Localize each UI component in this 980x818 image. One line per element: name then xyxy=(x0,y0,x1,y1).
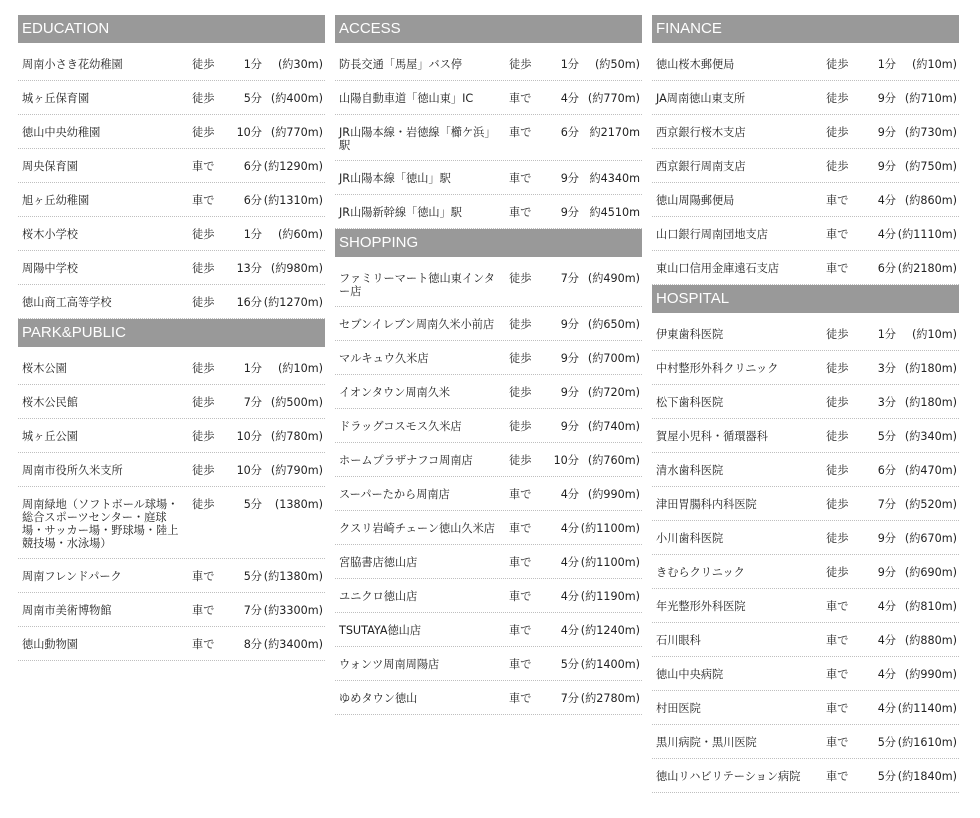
list-item xyxy=(335,681,642,715)
travel-time: 5分 xyxy=(877,736,896,749)
travel-time: 5分 xyxy=(243,92,262,105)
list-item xyxy=(652,251,959,285)
facility-name: JR山陽本線「徳山」駅 xyxy=(339,172,451,185)
facility-name: JR山陽新幹線「徳山」駅 xyxy=(339,206,462,219)
list-item xyxy=(18,487,325,559)
list-item xyxy=(652,419,959,453)
distance: (約720m) xyxy=(587,386,640,399)
facility-name: 年光整形外科医院 xyxy=(656,600,746,613)
facility-name: 津田胃腸科内科医院 xyxy=(656,498,757,511)
facility-list xyxy=(652,317,959,793)
travel-mode: 車で xyxy=(192,638,215,651)
list-item xyxy=(18,149,325,183)
distance: (約3300m) xyxy=(263,604,323,617)
travel-mode: 徒歩 xyxy=(192,464,215,477)
list-item xyxy=(18,47,325,81)
distance: (約1400m) xyxy=(580,658,640,671)
section-header: FINANCE xyxy=(652,15,959,43)
facility-name: 山陽自動車道「徳山東」IC xyxy=(339,92,474,105)
distance: (約860m) xyxy=(904,194,957,207)
distance: (約500m) xyxy=(270,396,323,409)
facility-name: 西京銀行周南支店 xyxy=(656,160,746,173)
facility-name: 賀屋小児科・循環器科 xyxy=(656,430,768,443)
travel-mode: 車で xyxy=(509,488,532,501)
travel-mode: 車で xyxy=(509,92,532,105)
list-item xyxy=(18,419,325,453)
travel-mode: 徒歩 xyxy=(192,126,215,139)
section-header: EDUCATION xyxy=(18,15,325,43)
facility-name: 徳山周陽郵便局 xyxy=(656,194,735,207)
distance: (約880m) xyxy=(904,634,957,647)
facility-list xyxy=(18,351,325,661)
distance: (約740m) xyxy=(587,420,640,433)
facility-name: 周央保育園 xyxy=(22,160,78,173)
facility-name: 桜木公民館 xyxy=(22,396,78,409)
travel-time: 6分 xyxy=(877,464,896,477)
facility-list xyxy=(335,47,642,229)
list-item xyxy=(652,759,959,793)
travel-mode: 徒歩 xyxy=(826,362,849,375)
distance: (約1380m) xyxy=(263,570,323,583)
travel-time: 4分 xyxy=(877,600,896,613)
list-item xyxy=(335,195,642,229)
facility-name: ウォンツ周南周陽店 xyxy=(339,658,440,671)
facility-list xyxy=(652,47,959,285)
travel-mode: 車で xyxy=(826,702,849,715)
travel-mode: 徒歩 xyxy=(826,328,849,341)
travel-mode: 徒歩 xyxy=(192,228,215,241)
list-item xyxy=(335,261,642,307)
travel-mode: 車で xyxy=(509,624,532,637)
travel-time: 4分 xyxy=(877,702,896,715)
travel-time: 1分 xyxy=(243,58,262,71)
facility-name: JR山陽本線・岩徳線「櫛ケ浜」駅 xyxy=(339,126,496,152)
travel-time: 9分 xyxy=(877,160,896,173)
travel-time: 7分 xyxy=(243,396,262,409)
travel-mode: 車で xyxy=(509,172,532,185)
distance: (約760m) xyxy=(587,454,640,467)
travel-time: 9分 xyxy=(877,566,896,579)
facility-name: 桜木小学校 xyxy=(22,228,78,241)
travel-mode: 徒歩 xyxy=(192,296,215,309)
list-item xyxy=(652,149,959,183)
distance: (約770m) xyxy=(587,92,640,105)
travel-mode: 徒歩 xyxy=(826,532,849,545)
distance: (約180m) xyxy=(904,362,957,375)
travel-time: 9分 xyxy=(560,352,579,365)
distance: (約1270m) xyxy=(263,296,323,309)
travel-time: 6分 xyxy=(243,194,262,207)
facility-name: ファミリーマート徳山東インター店 xyxy=(339,272,495,298)
travel-mode: 徒歩 xyxy=(509,58,532,71)
facility-name: 東山口信用金庫遠石支店 xyxy=(656,262,780,275)
list-item xyxy=(335,409,642,443)
list-item xyxy=(18,453,325,487)
travel-time: 1分 xyxy=(877,58,896,71)
travel-mode: 徒歩 xyxy=(509,386,532,399)
facility-name: 徳山中央幼稚園 xyxy=(22,126,101,139)
list-item xyxy=(18,285,325,319)
travel-time: 4分 xyxy=(560,590,579,603)
distance: (約490m) xyxy=(587,272,640,285)
distance: (約1240m) xyxy=(580,624,640,637)
travel-mode: 徒歩 xyxy=(192,92,215,105)
section-finance xyxy=(652,15,959,285)
travel-time: 6分 xyxy=(877,262,896,275)
distance: (約3400m) xyxy=(263,638,323,651)
list-item xyxy=(652,115,959,149)
travel-mode: 徒歩 xyxy=(192,430,215,443)
list-item xyxy=(652,317,959,351)
distance: (約1190m) xyxy=(580,590,640,603)
facility-name: 小川歯科医院 xyxy=(656,532,724,545)
travel-time: 4分 xyxy=(877,668,896,681)
travel-mode: 車で xyxy=(509,206,532,219)
travel-time: 7分 xyxy=(560,272,579,285)
list-item xyxy=(335,81,642,115)
travel-time: 5分 xyxy=(877,770,896,783)
facility-name: 西京銀行桜木支店 xyxy=(656,126,746,139)
list-item xyxy=(335,545,642,579)
travel-time: 4分 xyxy=(560,556,579,569)
facility-name: 周陽中学校 xyxy=(22,262,78,275)
facility-name: 旭ヶ丘幼稚園 xyxy=(22,194,90,207)
facility-name: セブンイレブン周南久米小前店 xyxy=(339,318,495,331)
column-middle xyxy=(335,15,642,715)
list-item xyxy=(652,385,959,419)
facility-name: 山口銀行周南団地支店 xyxy=(656,228,768,241)
travel-mode: 車で xyxy=(509,692,532,705)
list-item xyxy=(18,81,325,115)
facility-name: 周南小さき花幼稚園 xyxy=(22,58,123,71)
facility-name: JA周南徳山東支所 xyxy=(656,92,746,105)
column-right xyxy=(652,15,959,793)
distance: (約1310m) xyxy=(263,194,323,207)
travel-time: 4分 xyxy=(560,488,579,501)
distance: (約10m) xyxy=(911,328,957,341)
facility-name: スーパーたから周南店 xyxy=(339,488,450,501)
distance: (約770m) xyxy=(270,126,323,139)
travel-time: 3分 xyxy=(877,396,896,409)
list-item xyxy=(335,443,642,477)
distance: (約400m) xyxy=(270,92,323,105)
distance: (約990m) xyxy=(587,488,640,501)
distance: (約710m) xyxy=(904,92,957,105)
distance: (約780m) xyxy=(270,430,323,443)
travel-mode: 車で xyxy=(192,570,215,583)
distance: (約1290m) xyxy=(263,160,323,173)
distance: (約30m) xyxy=(277,58,323,71)
travel-time: 9分 xyxy=(877,92,896,105)
list-item xyxy=(335,511,642,545)
list-item xyxy=(652,691,959,725)
travel-mode: 徒歩 xyxy=(192,58,215,71)
travel-time: 9分 xyxy=(560,172,579,185)
section-shopping xyxy=(335,229,642,715)
travel-time: 5分 xyxy=(560,658,579,671)
facility-list xyxy=(335,261,642,715)
travel-mode: 車で xyxy=(509,590,532,603)
travel-time: 9分 xyxy=(560,386,579,399)
list-item xyxy=(335,613,642,647)
travel-time: 3分 xyxy=(877,362,896,375)
facility-name: ゆめタウン徳山 xyxy=(339,692,418,705)
section-park-public xyxy=(18,319,325,661)
facility-name: 石川眼科 xyxy=(656,634,701,647)
distance: (約2180m) xyxy=(897,262,957,275)
travel-time: 7分 xyxy=(877,498,896,511)
list-item xyxy=(335,307,642,341)
list-item xyxy=(652,453,959,487)
list-item xyxy=(652,725,959,759)
list-item xyxy=(335,115,642,161)
distance: (約700m) xyxy=(587,352,640,365)
travel-mode: 車で xyxy=(509,658,532,671)
travel-mode: 徒歩 xyxy=(192,262,215,275)
facility-name: きむらクリニック xyxy=(656,566,745,579)
facility-name: ドラッグコスモス久米店 xyxy=(339,420,462,433)
travel-time: 1分 xyxy=(877,328,896,341)
list-item xyxy=(652,183,959,217)
travel-time: 5分 xyxy=(877,430,896,443)
section-header: PARK&PUBLIC xyxy=(18,319,325,347)
facility-name: マルキュウ久米店 xyxy=(339,352,429,365)
facility-name: 徳山リハビリテーション病院 xyxy=(656,770,801,783)
travel-mode: 車で xyxy=(826,770,849,783)
travel-time: 5分 xyxy=(243,498,262,511)
section-access xyxy=(335,15,642,229)
list-item xyxy=(335,47,642,81)
list-item xyxy=(652,589,959,623)
distance: (約1100m) xyxy=(580,522,640,535)
facility-name: ホームプラザナフコ周南店 xyxy=(339,454,473,467)
distance: 約4510m xyxy=(589,206,640,219)
facility-name: 周南市役所久米支所 xyxy=(22,464,123,477)
list-item xyxy=(335,579,642,613)
distance: (約1100m) xyxy=(580,556,640,569)
travel-time: 10分 xyxy=(236,126,262,139)
travel-time: 9分 xyxy=(560,318,579,331)
travel-time: 10分 xyxy=(553,454,579,467)
list-item xyxy=(18,593,325,627)
travel-mode: 車で xyxy=(826,600,849,613)
travel-time: 7分 xyxy=(560,692,579,705)
facility-name: 宮脇書店徳山店 xyxy=(339,556,418,569)
travel-mode: 徒歩 xyxy=(826,160,849,173)
list-item xyxy=(335,647,642,681)
travel-time: 4分 xyxy=(877,228,896,241)
facility-name: 徳山動物園 xyxy=(22,638,78,651)
distance: (約470m) xyxy=(904,464,957,477)
travel-mode: 車で xyxy=(826,736,849,749)
list-item xyxy=(18,115,325,149)
facility-name: 防長交通「馬屋」バス停 xyxy=(339,58,463,71)
travel-time: 1分 xyxy=(243,362,262,375)
travel-time: 9分 xyxy=(560,206,579,219)
distance: (約750m) xyxy=(904,160,957,173)
distance: (約670m) xyxy=(904,532,957,545)
travel-mode: 車で xyxy=(826,634,849,647)
list-item xyxy=(335,375,642,409)
facility-name: 松下歯科医院 xyxy=(656,396,724,409)
distance: (約990m) xyxy=(904,668,957,681)
distance: (約1110m) xyxy=(897,228,957,241)
travel-time: 6分 xyxy=(243,160,262,173)
list-item xyxy=(18,627,325,661)
travel-mode: 徒歩 xyxy=(826,396,849,409)
travel-mode: 車で xyxy=(509,126,532,139)
travel-time: 9分 xyxy=(877,126,896,139)
distance: (約980m) xyxy=(270,262,323,275)
travel-time: 10分 xyxy=(236,430,262,443)
distance: (約790m) xyxy=(270,464,323,477)
distance: (約340m) xyxy=(904,430,957,443)
facility-name: クスリ岩崎チェーン徳山久米店 xyxy=(339,522,495,535)
distance: (約810m) xyxy=(904,600,957,613)
distance: (1380m) xyxy=(274,498,323,511)
facility-name: 徳山商工高等学校 xyxy=(22,296,112,309)
travel-mode: 車で xyxy=(192,604,215,617)
travel-time: 1分 xyxy=(560,58,579,71)
facility-name: 桜木公園 xyxy=(22,362,67,375)
facility-name: 城ヶ丘公園 xyxy=(22,430,78,443)
facility-name: 村田医院 xyxy=(656,702,701,715)
travel-time: 4分 xyxy=(560,522,579,535)
list-item xyxy=(652,351,959,385)
travel-mode: 徒歩 xyxy=(192,362,215,375)
distance: 約4340m xyxy=(589,172,640,185)
travel-mode: 徒歩 xyxy=(192,396,215,409)
travel-mode: 車で xyxy=(509,522,532,535)
list-item xyxy=(18,385,325,419)
travel-time: 5分 xyxy=(243,570,262,583)
distance: (約1610m) xyxy=(897,736,957,749)
list-item xyxy=(18,559,325,593)
travel-time: 10分 xyxy=(236,464,262,477)
travel-mode: 徒歩 xyxy=(826,58,849,71)
facility-name: 周南緑地（ソフトボール球場・総合スポーツセンター・庭球場・サッカー場・野球場・陸上競技場・水泳場） xyxy=(22,498,179,550)
list-item xyxy=(652,487,959,521)
distance: (約730m) xyxy=(904,126,957,139)
list-item xyxy=(335,477,642,511)
distance: (約10m) xyxy=(277,362,323,375)
travel-mode: 徒歩 xyxy=(509,454,532,467)
travel-mode: 徒歩 xyxy=(192,498,215,511)
facility-name: 徳山桜木郵便局 xyxy=(656,58,735,71)
facility-name: 中村整形外科クリニック xyxy=(656,362,779,375)
list-item xyxy=(652,521,959,555)
distance: (約2780m) xyxy=(580,692,640,705)
travel-time: 1分 xyxy=(243,228,262,241)
facility-name: 徳山中央病院 xyxy=(656,668,724,681)
section-header: ACCESS xyxy=(335,15,642,43)
section-header: SHOPPING xyxy=(335,229,642,257)
list-item xyxy=(18,351,325,385)
travel-time: 13分 xyxy=(236,262,262,275)
travel-time: 9分 xyxy=(877,532,896,545)
travel-mode: 徒歩 xyxy=(826,498,849,511)
facility-name: 周南市美術博物館 xyxy=(22,604,112,617)
facility-name: 伊東歯科医院 xyxy=(656,328,724,341)
list-item xyxy=(652,555,959,589)
travel-mode: 徒歩 xyxy=(826,566,849,579)
facility-name: 清水歯科医院 xyxy=(656,464,724,477)
travel-mode: 徒歩 xyxy=(826,92,849,105)
distance: (約650m) xyxy=(587,318,640,331)
travel-mode: 徒歩 xyxy=(826,430,849,443)
travel-time: 4分 xyxy=(560,624,579,637)
travel-mode: 車で xyxy=(826,668,849,681)
distance: (約10m) xyxy=(911,58,957,71)
list-item xyxy=(652,81,959,115)
travel-time: 6分 xyxy=(560,126,579,139)
facility-name: ユニクロ徳山店 xyxy=(339,590,418,603)
distance: (約1840m) xyxy=(897,770,957,783)
travel-mode: 車で xyxy=(826,228,849,241)
section-education xyxy=(18,15,325,319)
distance: (約1140m) xyxy=(897,702,957,715)
travel-time: 4分 xyxy=(560,92,579,105)
facility-name: 周南フレンドパーク xyxy=(22,570,122,583)
travel-time: 8分 xyxy=(243,638,262,651)
travel-time: 9分 xyxy=(560,420,579,433)
travel-mode: 車で xyxy=(826,262,849,275)
section-header: HOSPITAL xyxy=(652,285,959,313)
list-item xyxy=(652,623,959,657)
facility-list xyxy=(18,47,325,319)
travel-time: 7分 xyxy=(243,604,262,617)
travel-mode: 車で xyxy=(192,194,215,207)
distance: (約50m) xyxy=(594,58,640,71)
travel-mode: 徒歩 xyxy=(826,464,849,477)
list-item xyxy=(18,217,325,251)
travel-time: 16分 xyxy=(236,296,262,309)
travel-mode: 車で xyxy=(509,556,532,569)
travel-mode: 車で xyxy=(192,160,215,173)
travel-mode: 徒歩 xyxy=(509,420,532,433)
travel-time: 4分 xyxy=(877,194,896,207)
distance: (約520m) xyxy=(904,498,957,511)
travel-mode: 徒歩 xyxy=(509,272,532,285)
facility-name: 黒川病院・黒川医院 xyxy=(656,736,757,749)
travel-mode: 徒歩 xyxy=(509,352,532,365)
section-hospital xyxy=(652,285,959,793)
travel-time: 4分 xyxy=(877,634,896,647)
list-item xyxy=(18,251,325,285)
facility-name: 城ヶ丘保育園 xyxy=(22,92,90,105)
column-left xyxy=(18,15,325,661)
travel-mode: 徒歩 xyxy=(826,126,849,139)
distance: (約180m) xyxy=(904,396,957,409)
list-item xyxy=(335,341,642,375)
list-item xyxy=(652,217,959,251)
distance: 約2170m xyxy=(589,126,640,139)
distance: (約690m) xyxy=(904,566,957,579)
list-item xyxy=(18,183,325,217)
list-item xyxy=(652,657,959,691)
facility-name: TSUTAYA徳山店 xyxy=(339,624,422,637)
list-item xyxy=(652,47,959,81)
travel-mode: 車で xyxy=(826,194,849,207)
list-item xyxy=(335,161,642,195)
travel-mode: 徒歩 xyxy=(509,318,532,331)
distance: (約60m) xyxy=(277,228,323,241)
facility-name: イオンタウン周南久米 xyxy=(339,386,451,399)
